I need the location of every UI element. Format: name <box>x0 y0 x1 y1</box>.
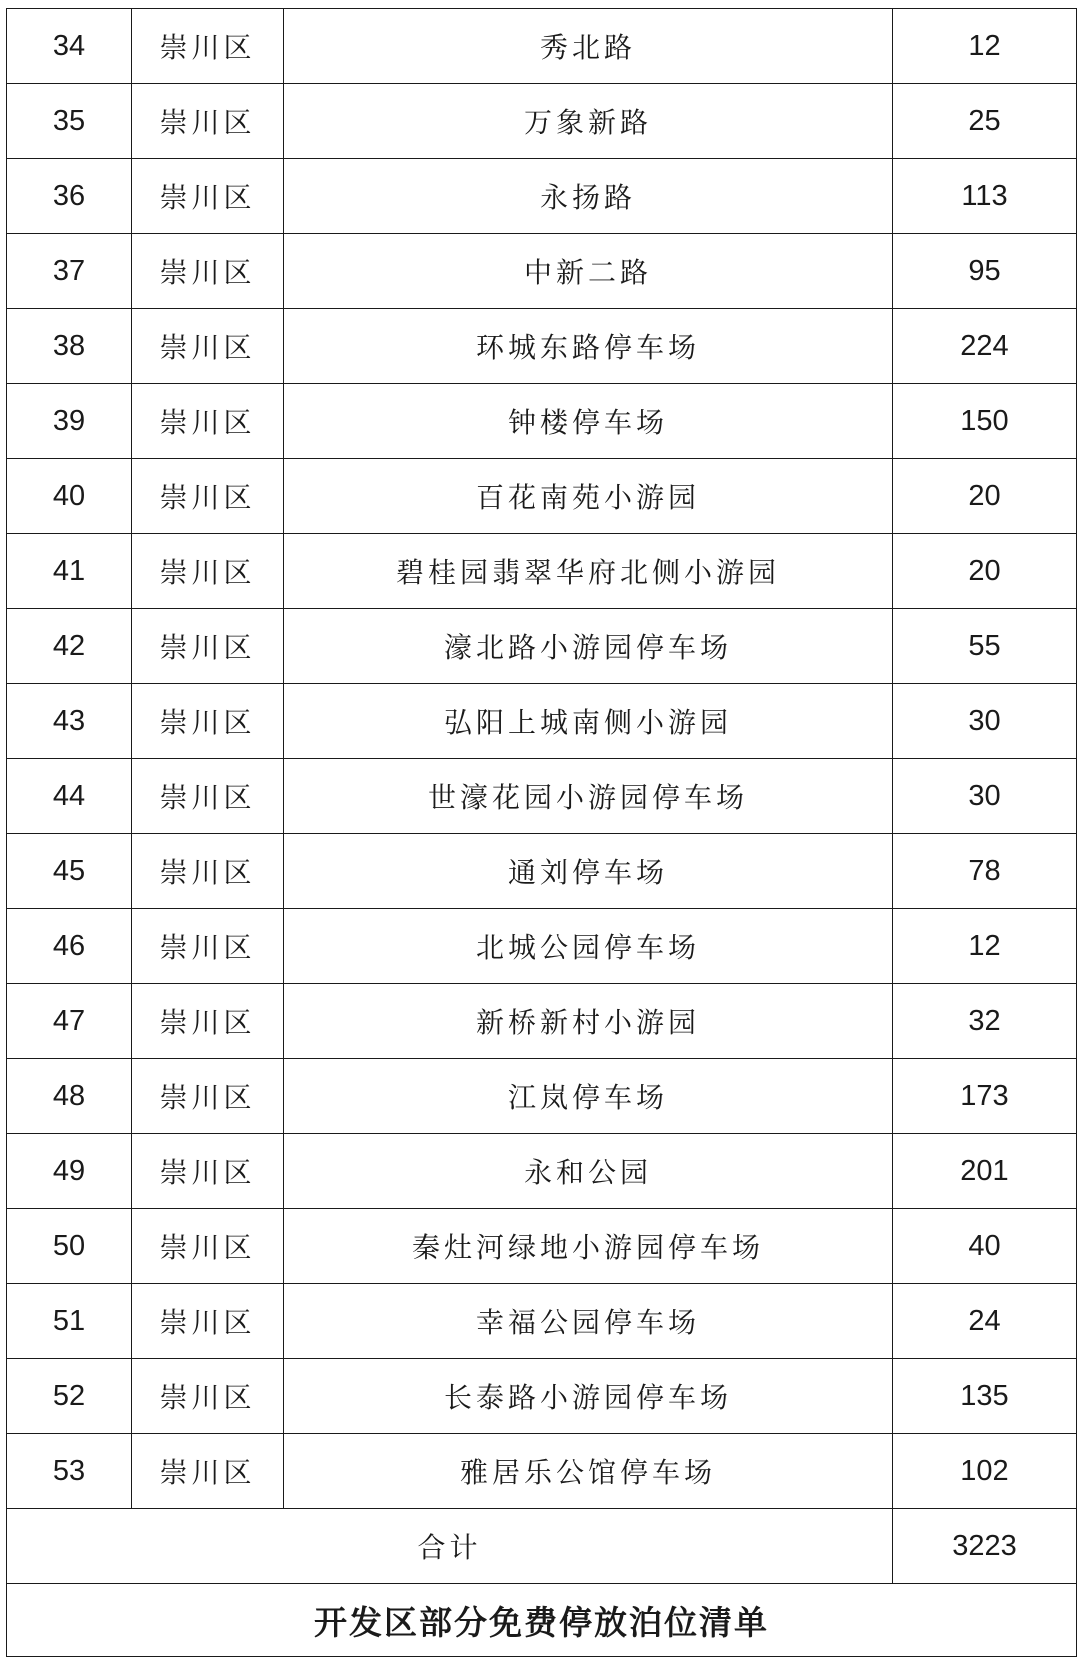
table-row <box>7 609 1077 684</box>
section-title: 开发区部分免费停放泊位清单 <box>7 1584 1077 1657</box>
row-location: 碧桂园翡翠华府北侧小游园 <box>284 534 893 609</box>
row-location: 中新二路 <box>284 234 893 309</box>
row-count: 12 <box>893 909 1077 984</box>
row-district: 崇川区 <box>132 1059 284 1134</box>
row-district: 崇川区 <box>132 1284 284 1359</box>
row-number: 34 <box>7 9 132 84</box>
table-row <box>7 1059 1077 1134</box>
row-location: 幸福公园停车场 <box>284 1284 893 1359</box>
table-row <box>7 834 1077 909</box>
row-number: 35 <box>7 84 132 159</box>
table-row <box>7 759 1077 834</box>
row-count: 25 <box>893 84 1077 159</box>
table-row <box>7 984 1077 1059</box>
row-location: 秀北路 <box>284 9 893 84</box>
table-row <box>7 159 1077 234</box>
table-row <box>7 1284 1077 1359</box>
row-location: 百花南苑小游园 <box>284 459 893 534</box>
row-number: 39 <box>7 384 132 459</box>
row-count: 12 <box>893 9 1077 84</box>
row-number: 45 <box>7 834 132 909</box>
row-location: 北城公园停车场 <box>284 909 893 984</box>
table-row <box>7 1434 1077 1509</box>
total-row <box>7 1509 1077 1584</box>
row-location: 钟楼停车场 <box>284 384 893 459</box>
row-district: 崇川区 <box>132 159 284 234</box>
row-number: 40 <box>7 459 132 534</box>
table-row <box>7 1134 1077 1209</box>
row-district: 崇川区 <box>132 834 284 909</box>
row-number: 36 <box>7 159 132 234</box>
row-count: 102 <box>893 1434 1077 1509</box>
row-count: 24 <box>893 1284 1077 1359</box>
table-row <box>7 309 1077 384</box>
row-district: 崇川区 <box>132 384 284 459</box>
row-count: 173 <box>893 1059 1077 1134</box>
table-row <box>7 1209 1077 1284</box>
table-row <box>7 234 1077 309</box>
row-location: 世濠花园小游园停车场 <box>284 759 893 834</box>
row-number: 50 <box>7 1209 132 1284</box>
row-number: 43 <box>7 684 132 759</box>
row-district: 崇川区 <box>132 84 284 159</box>
row-count: 20 <box>893 534 1077 609</box>
row-location: 环城东路停车场 <box>284 309 893 384</box>
table-row <box>7 534 1077 609</box>
row-count: 55 <box>893 609 1077 684</box>
parking-table <box>6 8 1077 1657</box>
row-district: 崇川区 <box>132 1434 284 1509</box>
row-count: 201 <box>893 1134 1077 1209</box>
table-row <box>7 384 1077 459</box>
row-location: 永扬路 <box>284 159 893 234</box>
row-location: 濠北路小游园停车场 <box>284 609 893 684</box>
table-footer <box>7 1509 1077 1657</box>
row-count: 78 <box>893 834 1077 909</box>
row-number: 52 <box>7 1359 132 1434</box>
table-row <box>7 459 1077 534</box>
row-count: 30 <box>893 684 1077 759</box>
row-district: 崇川区 <box>132 459 284 534</box>
total-value: 3223 <box>893 1509 1077 1584</box>
row-number: 46 <box>7 909 132 984</box>
total-label: 合计 <box>7 1509 893 1584</box>
row-count: 113 <box>893 159 1077 234</box>
row-number: 49 <box>7 1134 132 1209</box>
table-row <box>7 9 1077 84</box>
row-district: 崇川区 <box>132 684 284 759</box>
row-district: 崇川区 <box>132 1134 284 1209</box>
row-count: 224 <box>893 309 1077 384</box>
row-number: 51 <box>7 1284 132 1359</box>
row-count: 32 <box>893 984 1077 1059</box>
row-number: 38 <box>7 309 132 384</box>
row-district: 崇川区 <box>132 609 284 684</box>
row-location: 弘阳上城南侧小游园 <box>284 684 893 759</box>
parking-list-document <box>6 8 1076 1657</box>
row-count: 30 <box>893 759 1077 834</box>
row-count: 150 <box>893 384 1077 459</box>
section-title-row <box>7 1584 1077 1657</box>
row-location: 江岚停车场 <box>284 1059 893 1134</box>
row-district: 崇川区 <box>132 909 284 984</box>
row-number: 48 <box>7 1059 132 1134</box>
row-count: 20 <box>893 459 1077 534</box>
row-location: 长泰路小游园停车场 <box>284 1359 893 1434</box>
row-number: 53 <box>7 1434 132 1509</box>
row-number: 42 <box>7 609 132 684</box>
row-number: 41 <box>7 534 132 609</box>
row-district: 崇川区 <box>132 9 284 84</box>
table-row <box>7 909 1077 984</box>
row-location: 新桥新村小游园 <box>284 984 893 1059</box>
table-row <box>7 684 1077 759</box>
row-district: 崇川区 <box>132 309 284 384</box>
row-number: 37 <box>7 234 132 309</box>
row-count: 40 <box>893 1209 1077 1284</box>
row-number: 44 <box>7 759 132 834</box>
row-district: 崇川区 <box>132 1209 284 1284</box>
row-district: 崇川区 <box>132 759 284 834</box>
table-row <box>7 84 1077 159</box>
row-location: 万象新路 <box>284 84 893 159</box>
row-location: 雅居乐公馆停车场 <box>284 1434 893 1509</box>
row-location: 永和公园 <box>284 1134 893 1209</box>
row-location: 秦灶河绿地小游园停车场 <box>284 1209 893 1284</box>
row-district: 崇川区 <box>132 534 284 609</box>
row-count: 135 <box>893 1359 1077 1434</box>
table-body <box>7 9 1077 1509</box>
row-location: 通刘停车场 <box>284 834 893 909</box>
row-number: 47 <box>7 984 132 1059</box>
row-district: 崇川区 <box>132 234 284 309</box>
row-district: 崇川区 <box>132 1359 284 1434</box>
row-district: 崇川区 <box>132 984 284 1059</box>
table-row <box>7 1359 1077 1434</box>
row-count: 95 <box>893 234 1077 309</box>
